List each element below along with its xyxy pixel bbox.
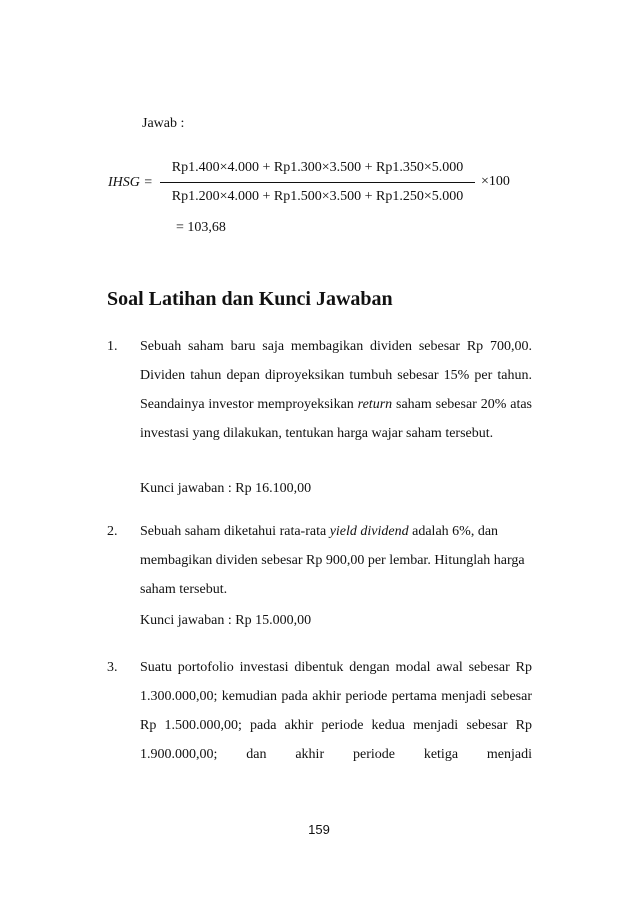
ihsg-formula <box>108 140 528 220</box>
question-text-part: adalah 6%, dan membagikan dividen sebesar Rp 900,00 per lembar. Hitunglah harga saham tersebut. <box>140 524 525 597</box>
formula-numerator: Rp1.400×4.000 + Rp1.300×3.500 + Rp1.350×5.000 <box>171 160 464 175</box>
section-title: Soal Latihan dan Kunci Jawaban <box>107 288 393 310</box>
question-item <box>107 517 532 637</box>
question-number: 3. <box>107 660 118 675</box>
formula-result: = 103,68 <box>176 220 226 235</box>
formula-lhs: IHSG = <box>108 175 153 190</box>
answer-key: Kunci jawaban : Rp 15.000,00 <box>140 613 312 628</box>
question-text-part: Sebuah saham baru saja membagikan dividen sebesar Rp 700,00. Dividen tahun depan diproyeksikan tumbuh sebesar 15% per tahun. Seandainya investor memproyeksikan <box>140 339 532 412</box>
question-text <box>140 653 532 769</box>
fraction-bar <box>160 182 475 183</box>
question-number: 1. <box>107 339 118 354</box>
formula-multiplier: ×100 <box>481 174 510 189</box>
question-item <box>107 332 532 502</box>
question-text <box>140 517 532 604</box>
page-number: 159 <box>308 822 330 837</box>
question-number: 2. <box>107 524 118 539</box>
answer-key: Kunci jawaban : Rp 16.100,00 <box>140 481 312 496</box>
question-text-part: Suatu portofolio investasi dibentuk dengan modal awal sebesar Rp 1.300.000,00; kemudian pada akhir periode pertama menjadi sebesar Rp 1.500.000,00; pada akhir periode kedua menjadi sebesar Rp 1.900.000,00; dan akhir periode ketiga menjadi <box>140 660 532 762</box>
question-text-part: Sebuah saham diketahui rata-rata <box>140 524 330 539</box>
answer-label: Jawab : <box>142 116 185 131</box>
question-text-italic: yield dividend <box>329 524 409 539</box>
formula-denominator: Rp1.200×4.000 + Rp1.500×3.500 + Rp1.250×5.000 <box>171 189 464 204</box>
question-item <box>107 653 532 773</box>
question-text <box>140 332 532 448</box>
question-text-part: saham sebesar 20% atas investasi yang dilakukan, tentukan harga wajar saham tersebut. <box>140 397 532 441</box>
question-text-italic: return <box>357 397 393 412</box>
